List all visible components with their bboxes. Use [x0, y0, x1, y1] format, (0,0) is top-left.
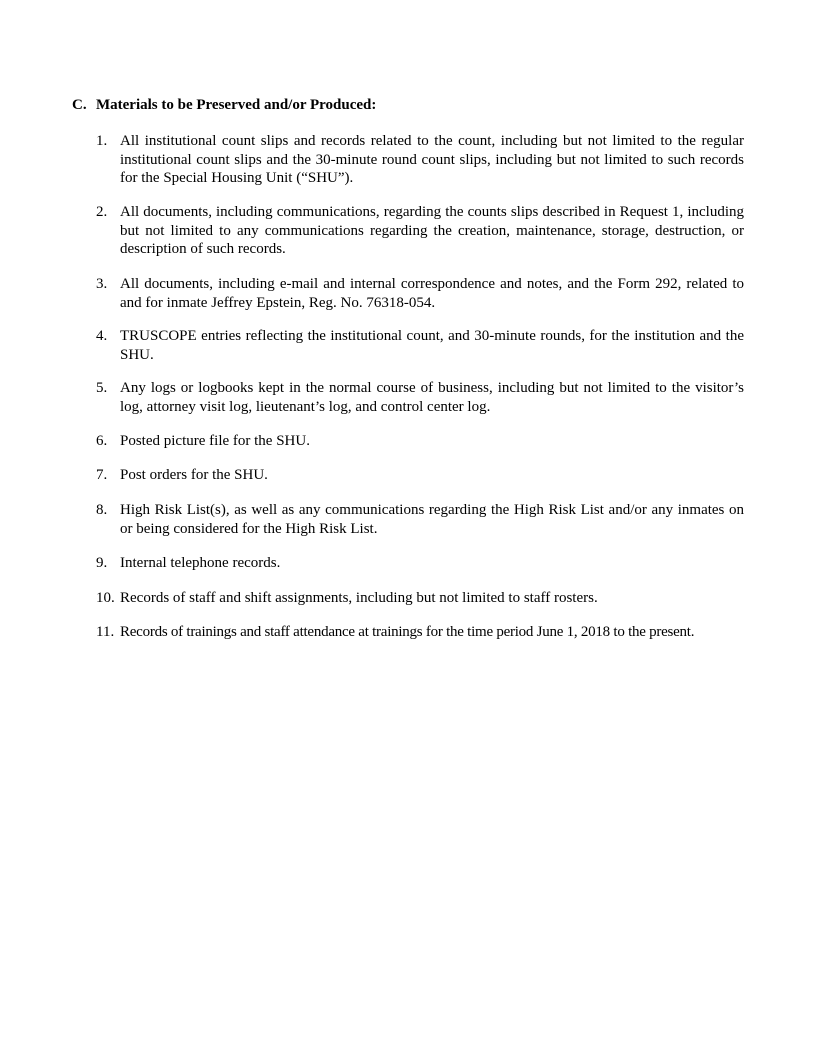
item-number: 8. [96, 502, 108, 518]
section-heading [72, 96, 376, 115]
item-number: 10. [96, 590, 115, 606]
item-number: 11. [96, 624, 115, 640]
list-item-9 [96, 554, 744, 573]
item-number: 4. [96, 328, 108, 344]
list-item-5 [96, 379, 744, 416]
item-text: All institutional count slips and records related to the count, including but not limited to the regular institutional count slips and the 30-minute round count slips, including but not limited to such records for the Special Housing Unit (“SHU”). [120, 133, 744, 186]
item-text: Internal telephone records. [120, 555, 281, 571]
item-text: All documents, including communications, regarding the counts slips described in Request 1, including but not limited to any communications regarding the creation, maintenance, storage, destruction, or description of such records. [120, 204, 744, 257]
list-item-10 [96, 589, 744, 608]
item-text: TRUSCOPE entries reflecting the institutional count, and 30-minute rounds, for the institution and the SHU. [120, 328, 744, 363]
list-item-2 [96, 203, 744, 259]
list-item-8 [96, 501, 744, 538]
item-number: 2. [96, 204, 108, 220]
item-number: 9. [96, 555, 108, 571]
list-item-6 [96, 432, 744, 451]
list-item-4 [96, 327, 744, 364]
item-number: 3. [96, 276, 108, 292]
list-item-3 [96, 275, 744, 312]
list-item-11 [96, 623, 744, 642]
item-text: All documents, including e-mail and internal correspondence and notes, and the Form 292, related to and for inmate Jeffrey Epstein, Reg. No. 76318-054. [120, 276, 744, 311]
item-text: Records of trainings and staff attendance at trainings for the time period June 1, 2018 to the present. [120, 624, 695, 640]
item-text: Records of staff and shift assignments, including but not limited to staff rosters. [120, 590, 598, 606]
item-number: 5. [96, 380, 108, 396]
list-item-1 [96, 132, 744, 188]
item-text: High Risk List(s), as well as any communications regarding the High Risk List and/or any inmates on or being considered for the High Risk List. [120, 502, 744, 537]
section-title: Materials to be Preserved and/or Produced: [96, 97, 377, 113]
item-text: Any logs or logbooks kept in the normal course of business, including but not limited to the visitor’s log, attorney visit log, lieutenant’s log, and control center log. [120, 380, 744, 415]
item-number: 6. [96, 433, 108, 449]
item-number: 7. [96, 467, 108, 483]
item-text: Post orders for the SHU. [120, 467, 268, 483]
item-number: 1. [96, 133, 108, 149]
section-letter: C. [72, 97, 87, 113]
item-text: Posted picture file for the SHU. [120, 433, 310, 449]
list-item-7 [96, 466, 744, 485]
